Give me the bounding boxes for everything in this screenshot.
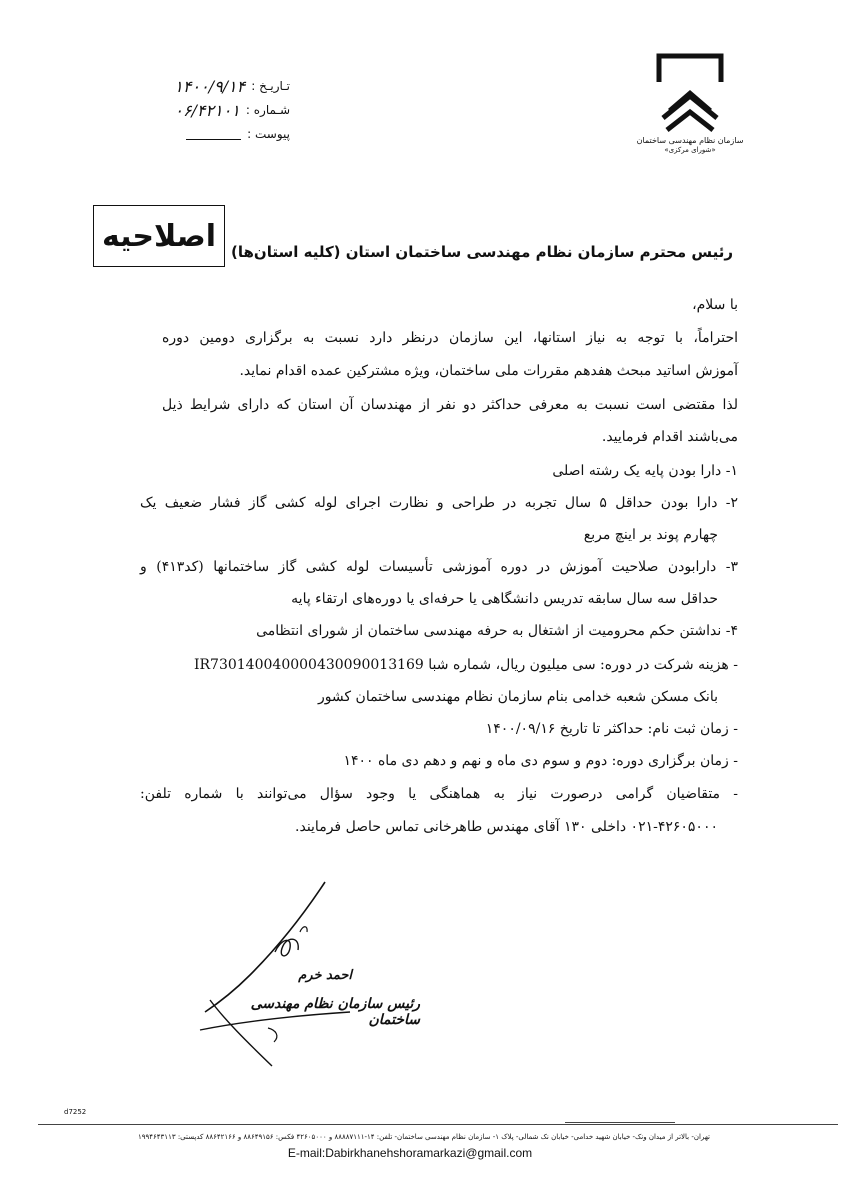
attachment-row bbox=[100, 122, 290, 146]
list-item-2-line-1: ۲- دارا بودن حداقل ۵ سال تجربه در طراحی و نظارت اجرای لوله کشی گاز فشار ضعیف یک bbox=[140, 495, 738, 511]
contact-line-2: ۰۲۱-۴۲۶۰۵۰۰۰ داخلی ۱۳۰ آقای مهندس طاهرخانی تماس حاصل فرمایند. bbox=[295, 819, 718, 835]
footer-divider bbox=[38, 1124, 838, 1125]
attachment-blank bbox=[186, 129, 241, 140]
list-item-3-line-2: حداقل سه سال سابقه تدریس دانشگاهی یا حرفه‌ای یا دوره‌های ارتقاء پایه bbox=[291, 591, 718, 607]
number-value: ۰۶/۴۲۱۰۱ bbox=[174, 100, 240, 120]
organization-logo bbox=[630, 52, 750, 182]
signer-title: رئیس سازمان نظام مهندسی ساختمان bbox=[250, 996, 420, 1028]
date-value: ۱۴۰۰/۹/۱۴ bbox=[174, 76, 246, 96]
footer-address: تهران- بالاتر از میدان ونک- خیابان شهید خدامی- خیابان نک شمالی- پلاک ۱- سازمان نظام مهندسی ساختمان- تلفن: ۱۴-۸۸۸۸۷۱۱۱ و ۴۲۶۰۵۰۰۰ فکس: ۸۸۶۴۹۱۵۶ و ۸۸۶۴۲۱۶۶ کدپستی: ۱۹۹۴۶۴۳۱۱۳ bbox=[137, 1133, 710, 1141]
greeting: با سلام، bbox=[692, 297, 738, 313]
document-code: d7252 bbox=[64, 1108, 87, 1116]
date-row bbox=[100, 74, 290, 98]
correction-stamp: اصلاحیه bbox=[93, 205, 225, 267]
date-label: تـاریـخ : bbox=[251, 79, 290, 93]
recipient-heading: رئیس محترم سازمان نظام مهندسی ساختمان استان (کلیه استان‌ها) bbox=[231, 243, 733, 261]
contact-line-1: - متقاضیان گرامی درصورت نیاز به هماهنگی یا وجود سؤال می‌توانند با شماره تلفن: bbox=[140, 786, 738, 802]
logo-emblem-icon bbox=[655, 52, 725, 134]
paragraph-2-line-1: لذا مقتضی است نسبت به معرفی حداکثر دو نفر از مهندسان آن استان که دارای شرایط ذیل bbox=[162, 397, 738, 413]
footer-divider-accent bbox=[565, 1122, 675, 1123]
number-label: شـماره : bbox=[245, 103, 290, 117]
letter-meta bbox=[100, 74, 290, 146]
logo-org-name: سازمان نظام مهندسی ساختمان bbox=[636, 136, 744, 145]
fee-line-2: بانک مسکن شعبه خدامی بنام سازمان نظام مهندسی ساختمان کشور bbox=[317, 689, 718, 705]
list-item-4: ۴- نداشتن حکم محرومیت از اشتغال به حرفه مهندسی ساختمان از شورای انتظامی bbox=[256, 623, 738, 639]
list-item-2-line-2: چهارم پوند بر اینچ مربع bbox=[583, 527, 718, 543]
footer-email: E-mail:Dabirkhanehshoramarkazi@gmail.com bbox=[287, 1146, 533, 1160]
number-row bbox=[100, 98, 290, 122]
paragraph-2-line-2: می‌باشند اقدام فرمایید. bbox=[601, 429, 738, 445]
list-item-3-line-1: ۳- دارابودن صلاحیت آموزش در دوره آموزشی تأسیسات لوله کشی گاز ساختمانها (کد۴۱۳) و bbox=[140, 559, 738, 575]
list-item-1: ۱- دارا بودن پایه یک رشته اصلی bbox=[552, 463, 738, 479]
attachment-label: پیوست : bbox=[247, 127, 290, 141]
signer-name: احمد خرم bbox=[298, 968, 352, 983]
paragraph-1-line-1: احتراماً، با توجه به نیاز استانها، این سازمان درنظر دارد نسبت به برگزاری دومین دوره bbox=[162, 330, 738, 346]
logo-subtitle: «شورای مرکزی» bbox=[664, 146, 716, 154]
registration-deadline: - زمان ثبت نام: حداکثر تا تاریخ ۱۴۰۰/۰۹/۱۶ bbox=[485, 721, 738, 737]
course-schedule: - زمان برگزاری دوره: دوم و سوم دی ماه و نهم و دهم دی ماه ۱۴۰۰ bbox=[343, 753, 738, 769]
fee-line-1: - هزینه شرکت در دوره: سی میلیون ریال، شماره شبا IR730140040000430090013169 bbox=[193, 657, 738, 673]
paragraph-1-line-2: آموزش اساتید مبحث هفدهم مقررات ملی ساختمان، ویژه مشترکین عمده اقدام نماید. bbox=[239, 363, 738, 379]
